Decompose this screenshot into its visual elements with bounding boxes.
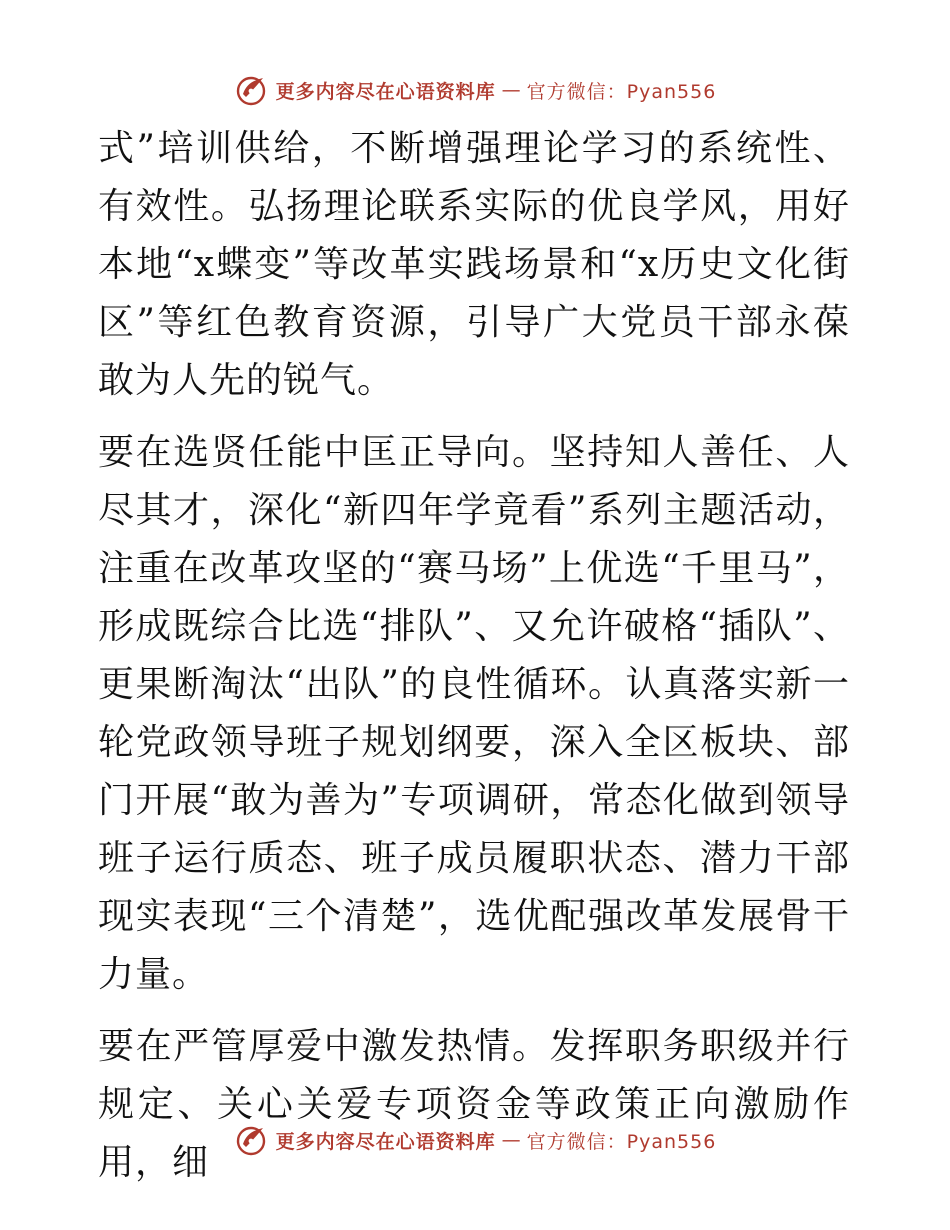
watermark-account-text: 官方微信：Pyan556 (526, 1130, 717, 1153)
brand-logo-icon (234, 1122, 270, 1158)
watermark-dash: — (501, 79, 521, 101)
footer-watermark (0, 1122, 950, 1158)
brand-logo-icon (234, 72, 270, 108)
document-body (98, 120, 850, 1192)
watermark-brand-text: 更多内容尽在心语资料库 (275, 80, 496, 103)
paragraph-2: 要在选贤任能中匡正导向。坚持知人善任、人尽其才，深化“新四年学竟看”系列主题活动，注重在改革攻坚的“赛马场”上优选“千里马”，形成既综合比选“排队”、又允许破格“插队”、更果断淘汰“出队”的良性循环。认真落实新一轮党政领导班子规划纲要，深入全区板块、部门开展“敢为善为”专项调研，常态化做到领导班子运行质态、班子成员履职状态、潜力干部现实表现“三个清楚”，选优配强改革发展骨干力量。 (98, 432, 850, 995)
header-watermark (0, 72, 950, 108)
paragraph-1: 式”培训供给，不断增强理论学习的系统性、有效性。弘扬理论联系实际的优良学风，用好本地“x蝶变”等改革实践场景和“x历史文化街区”等红色教育资源，引导广大党员干部永葆敢为人先的锐气。 (98, 128, 850, 401)
watermark-brand-text: 更多内容尽在心语资料库 (275, 1130, 496, 1153)
watermark-account-text: 官方微信：Pyan556 (526, 80, 717, 103)
watermark-dash: — (501, 1129, 521, 1151)
paragraph-3: 要在严管厚爱中激发热情。发挥职务职级并行规定、关心关爱专项资金等政策正向激励作用，细 (98, 1026, 850, 1183)
